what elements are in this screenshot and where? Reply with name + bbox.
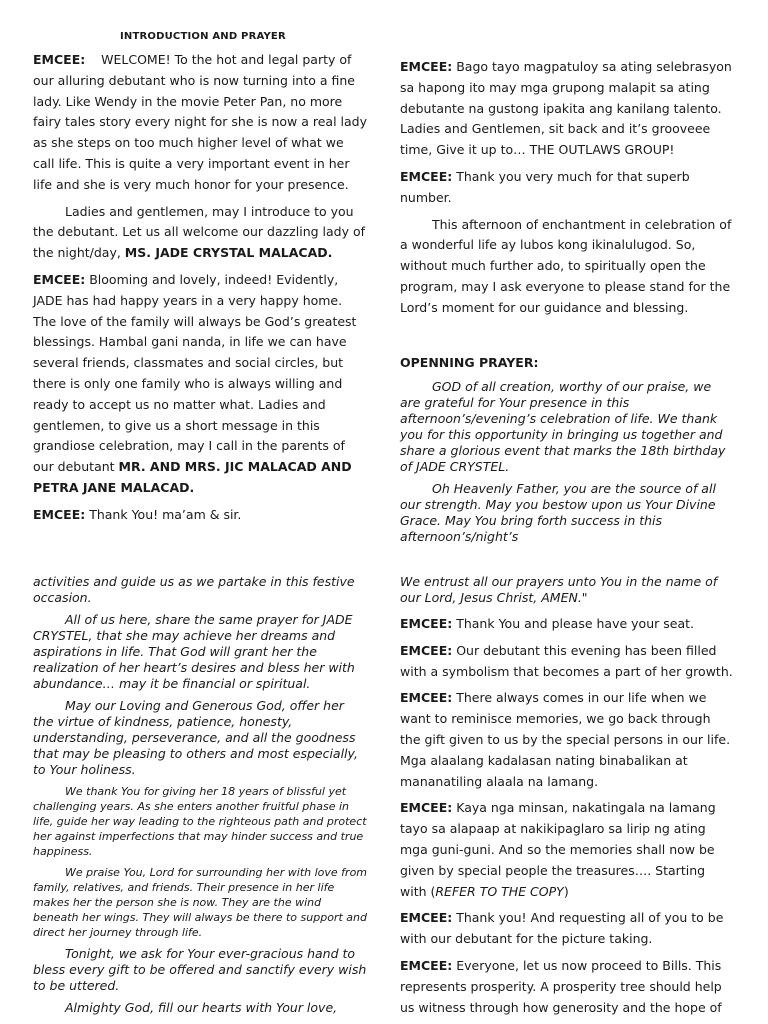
column-bottom-right <box>400 574 735 1024</box>
paragraph <box>400 908 735 950</box>
paragraph-text: Our debutant this evening has been filled with a symbolism that becomes a part of her growth. <box>400 642 733 679</box>
paragraph-text: ) <box>563 883 569 899</box>
prayer-paragraph: All of us here, share the same prayer for JADE CRYSTEL, that she may achieve her dreams and aspirations in life. That God will grant her the realization of her heart’s desires and bless her with abundance… may it be financial or spiritual. <box>33 612 355 691</box>
paragraph: This afternoon of enchantment in celebration of a wonderful life ay lubos kong ikinalulugod. So, without much further ado, to spiritually open the program, may I ask everyone to please stand for the Lord’s moment for our guidance and blessing. <box>400 216 732 315</box>
prayer-paragraph: activities and guide us as we partake in this festive occasion. <box>33 574 355 605</box>
paragraph-text: WELCOME! To the hot and legal party of our alluring debutant who is now turning into a fine lady. Like Wendy in the movie Peter Pan, no more fairy tales story every night for she is now a real lady as she steps on too much higher level of what we call life. This is quite a very important event in her life and she is very much honor for your presence. <box>33 52 367 192</box>
emcee-label: EMCEE: <box>33 271 86 287</box>
emcee-label: EMCEE: <box>400 910 453 926</box>
paragraph-text: Everyone, let us now proceed to Bills. This represents prosperity. A prosperity tree should help us witness through how generosity and the hope of <box>400 957 722 1015</box>
prayer-paragraph: We praise You, Lord for surrounding her with love from family, relatives, and friends. Their presence in her life makes her the person she is now. They are the wind beneath her wings. They will always be there to support and direct her journey through life. <box>33 866 368 939</box>
emcee-label: EMCEE: <box>400 168 453 184</box>
emcee-label: EMCEE: <box>400 957 453 973</box>
paragraph-text: Kaya nga minsan, nakatingala na lamang tayo sa alapaap at nakikipaglaro sa lirip ng ating mga guni-guni. And so the memories shall now be given by special people the treasures…. Starting with ( <box>400 800 716 899</box>
paragraph <box>400 614 735 635</box>
emcee-label: EMCEE: <box>400 690 453 706</box>
prayer-paragraph: Almighty God, fill our hearts with Your love, <box>65 1000 338 1015</box>
paragraph-text: Thank you very much for that superb number. <box>400 168 690 205</box>
column-bottom-left <box>33 574 368 1022</box>
paragraph-text: Thank You! ma’am & sir. <box>89 506 242 522</box>
paragraph-text: There always comes in our life when we want to reminisce memories, we go back through the gift given to us by the special persons in our life. Mga alaalang kadalasan nating binabalikan at mananatiling alaala na lamang. <box>400 690 731 789</box>
prayer-paragraph: Oh Heavenly Father, you are the source of all our strength. May you bestow upon us Your Divine Grace. May You bring forth success in this afternoon’s/night’s <box>400 481 716 545</box>
paragraph-text: Ladies and gentlemen, may I introduce to you the debutant. Let us all welcome our dazzling lady of the night/day, <box>33 203 366 261</box>
prayer-paragraph: May our Loving and Generous God, offer her the virtue of kindness, patience, honesty, understanding, perseverance, and all the goodness that may be pleasing to others and most especially, to Your holiness. <box>33 698 358 777</box>
emcee-label: EMCEE: <box>400 59 453 74</box>
page-title: INTRODUCTION AND PRAYER <box>120 31 286 42</box>
paragraph <box>33 50 368 196</box>
column-top-left <box>33 50 368 532</box>
paragraph <box>400 57 735 161</box>
paragraph <box>400 641 735 683</box>
parents-name: MR. AND MRS. JIC MALACAD AND PETRA JANE MALACAD. <box>33 459 352 495</box>
paragraph-text: Thank you! And requesting all of you to be with our debutant for the picture taking. <box>400 910 724 947</box>
prayer-paragraph: GOD of all creation, worthy of our praise, we are grateful for Your presence in this afternoon’s/evening’s celebration of life. We thank you for this opportunity in bringing us together and share a glorious event that marks the 18th birthday of JADE CRYSTEL. <box>400 379 726 475</box>
paragraph <box>400 688 735 792</box>
emcee-label: EMCEE: <box>400 800 453 816</box>
paragraph-text: Thank You and please have your seat. <box>456 616 694 631</box>
section-heading: OPENNING PRAYER: <box>400 354 539 370</box>
paragraph <box>400 167 735 209</box>
emcee-label: EMCEE: <box>33 506 86 522</box>
paragraph <box>33 505 368 526</box>
column-top-right <box>400 57 735 551</box>
emcee-label: EMCEE: <box>33 52 86 67</box>
reference-note: REFER TO THE COPY <box>435 883 564 899</box>
prayer-paragraph: We thank You for giving her 18 years of blissful yet challenging years. As she enters another fruitful phase in life, guide her way leading to the righteous path and protect her against imperfections that may hinder success and true happiness. <box>33 785 367 858</box>
paragraph <box>33 270 368 499</box>
prayer-paragraph: We entrust all our prayers unto You in the name of our Lord, Jesus Christ, AMEN." <box>400 574 718 605</box>
paragraph <box>400 798 735 902</box>
prayer-paragraph: Tonight, we ask for Your ever-gracious hand to bless every gift to be offered and sanctify every wish to be uttered. <box>33 946 367 993</box>
paragraph-text: Bago tayo magpatuloy sa ating selebrasyon sa hapong ito may mga grupong malapit sa ating debutante na gustong ipakita ang kanilang talento. Ladies and Gentlemen, sit back and it’s grooveee time, Give it up to… THE OUTLAWS GROUP! <box>400 59 732 158</box>
emcee-label: EMCEE: <box>400 616 453 631</box>
paragraph <box>33 202 368 264</box>
debutant-name: MS. JADE CRYSTAL MALACAD. <box>124 245 333 261</box>
paragraph <box>400 956 735 1018</box>
emcee-label: EMCEE: <box>400 642 453 658</box>
paragraph-text: Blooming and lovely, indeed! Evidently, JADE has had happy years in a very happy home. The love of the family will always be God’s greatest blessings. Hambal gani nanda, in life we can have several friends, classmates and social circles, but there is only one family who is always willing and ready to accept us no matter what. Ladies and gentlemen, to give us a short message in this grandiose celebration, may I call in the parents of our debutant <box>33 271 357 475</box>
